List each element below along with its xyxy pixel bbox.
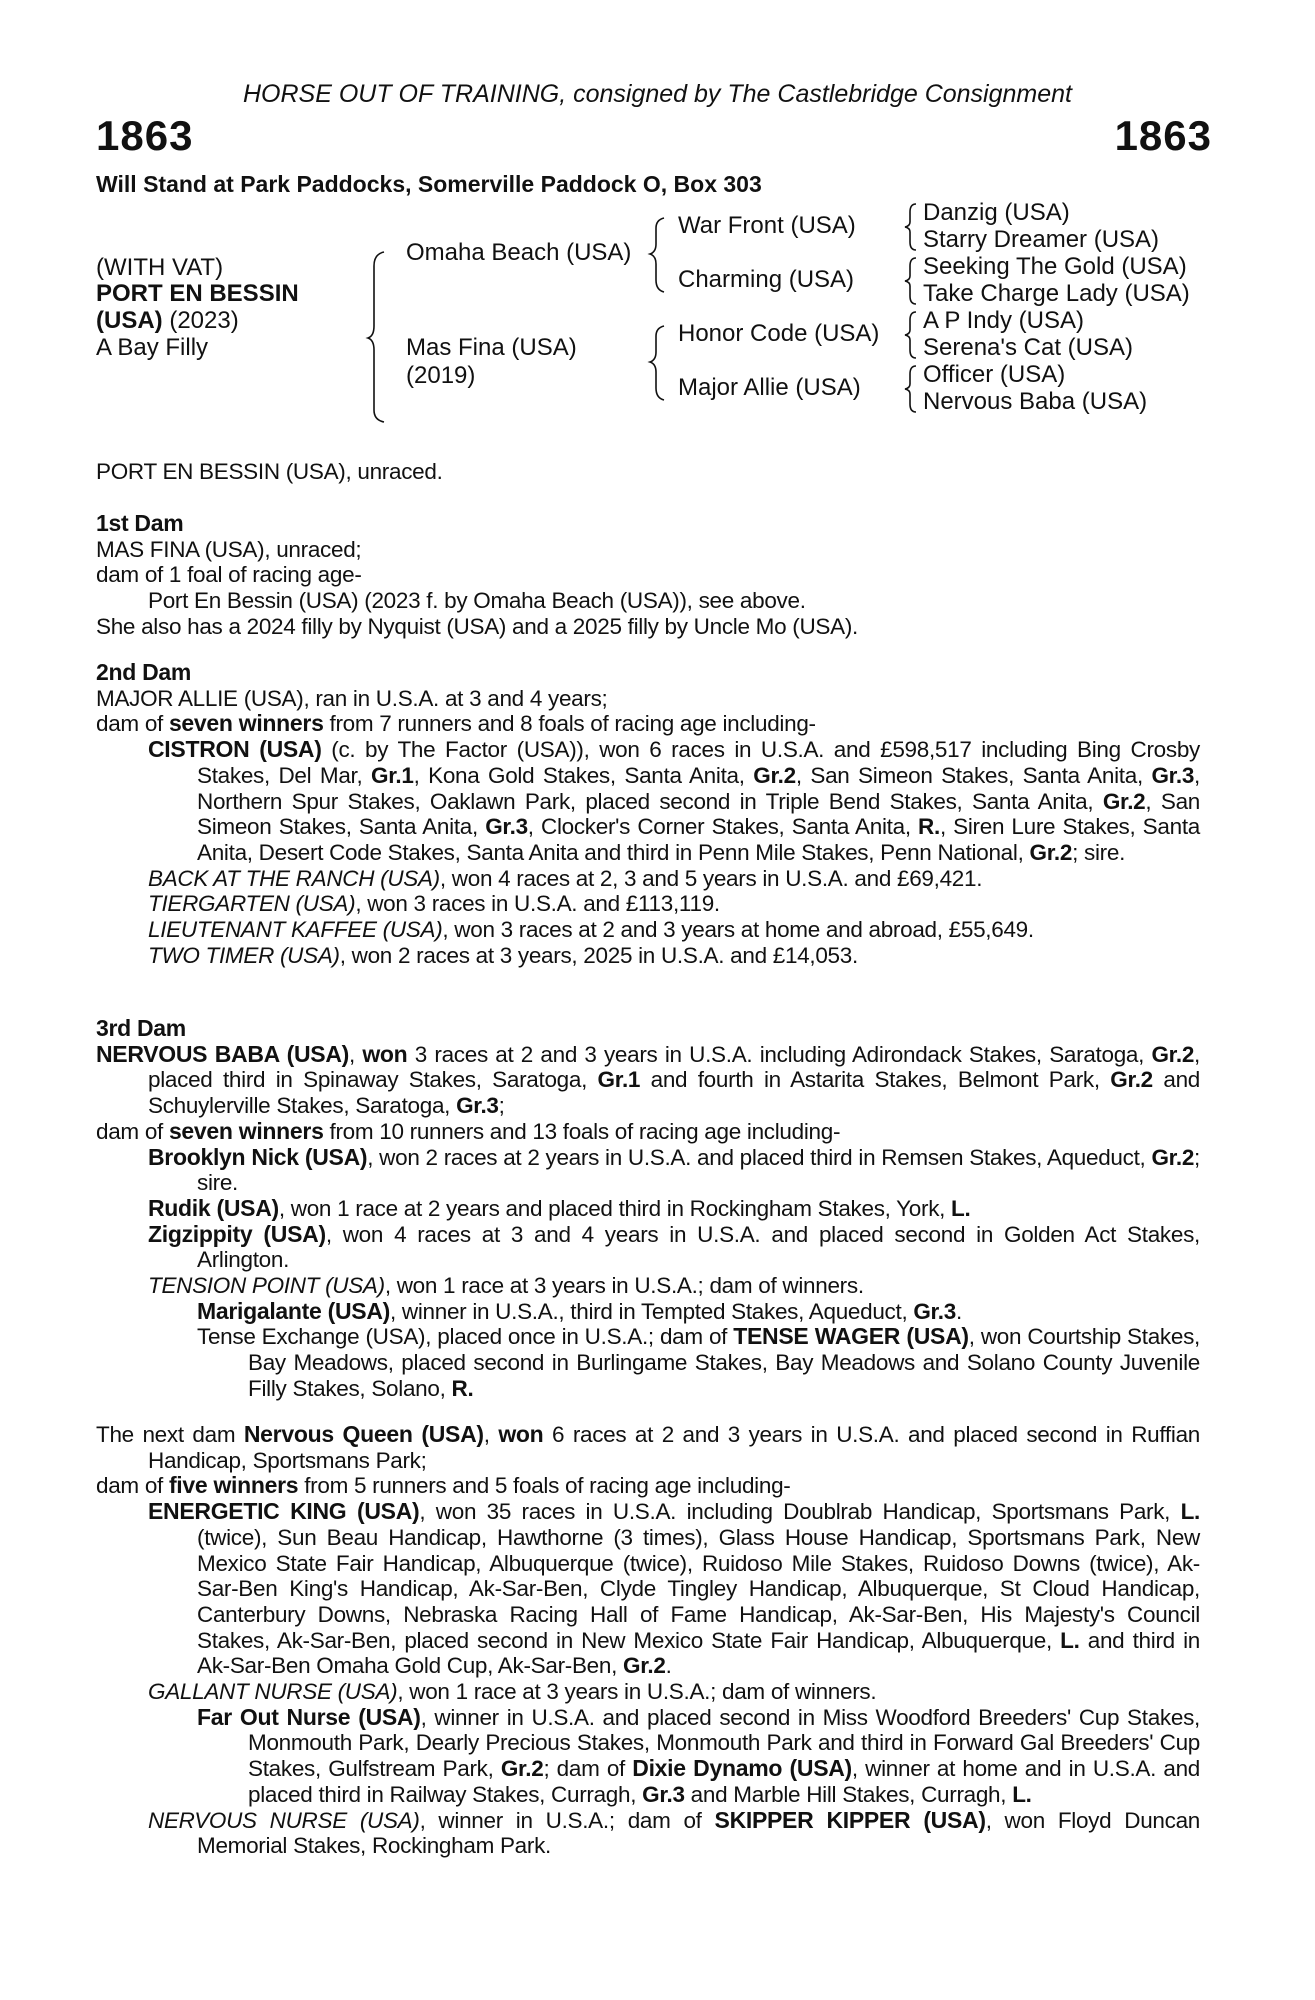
horse-name-bold: SKIPPER KIPPER (USA)	[714, 1806, 986, 1833]
race-grade: Gr.2	[1102, 788, 1146, 814]
horse-name-italic: BACK AT THE RANCH (USA)	[148, 865, 440, 891]
horse-name-bold: TENSE WAGER (USA)	[733, 1323, 969, 1350]
great-grandparent-4: Take Charge Lady (USA)	[923, 280, 1190, 307]
section-heading: 2nd Dam	[96, 659, 192, 685]
pedigree-entry	[96, 737, 1200, 866]
vat-note: (WITH VAT)	[96, 254, 224, 281]
entry-text: from 7 runners and 8 foals of racing age including-	[323, 711, 816, 737]
race-grade: Gr.1	[371, 762, 414, 788]
entry-text: (twice), Sun Beau Handicap, Hawthorne (3 times), Glass House Handicap, Sportsmans Park, New Mexico State Fair Handicap, Albuquerque (twice), Ruidoso Mile Stakes, Ruidoso Downs (twice), Ak-Sar-Ben King's Handicap, Ak-Sar-Ben, Clyde Tingley Handicap, Albuquerque, St Cloud Handicap, Canterbury Downs, Nebraska Racing Hall of Fame Handicap, Ak-Sar-Ben, His Majesty's Council Stakes, Ak-Sar-Ben, placed second in New Mexico State Fair Handicap, Albuquerque,	[197, 1524, 1200, 1653]
race-grade: R.	[918, 814, 940, 840]
horse-name-italic: NERVOUS NURSE (USA)	[148, 1807, 420, 1833]
horse-name-italic: GALLANT NURSE (USA)	[148, 1679, 398, 1705]
great-grandparent-5: A P Indy (USA)	[923, 307, 1084, 334]
entry-text: , San Simeon Stakes, Santa Anita,	[197, 788, 1200, 840]
horse-name-italic: TWO TIMER (USA)	[148, 942, 340, 968]
entry-text: and fourth in Astarita Stakes, Belmont Park,	[640, 1067, 1111, 1093]
pedigree-entry	[96, 1499, 1200, 1679]
pedigree-entry	[96, 891, 1200, 917]
horse-name-bold: Rudik (USA)	[148, 1194, 279, 1221]
race-grade: Gr.3	[642, 1781, 685, 1807]
race-grade: Gr.2	[623, 1653, 666, 1679]
entry-text: The next dam	[96, 1422, 244, 1447]
pedigree-entry	[96, 1679, 1200, 1705]
race-grade: Gr.2	[500, 1756, 544, 1782]
pedigree-entry	[96, 1324, 1200, 1401]
horse-name: PORT EN BESSIN	[96, 280, 299, 307]
entry-text: Port En Bessin (USA) (2023 f. by Omaha Beach (USA)), see above.	[148, 588, 806, 614]
entry-text: , Northern Spur Stakes, Oaklawn Park, placed second in Triple Bend Stakes, Santa Anita,	[197, 762, 1200, 814]
pedigree-entry	[96, 1422, 1200, 1473]
entry-text: , Siren Lure Stakes, Santa Anita, Desert Code Stakes, Santa Anita and third in Penn Mile Stakes, Penn National,	[197, 814, 1200, 865]
horse-name-bold: Marigalante (USA)	[197, 1297, 390, 1324]
horse-name-bold: ENERGETIC KING (USA)	[148, 1498, 420, 1525]
section-summary	[96, 459, 1200, 485]
horse-name-bold: won	[362, 1040, 408, 1067]
pedigree-entry	[96, 1119, 1200, 1145]
horse-name-bold: seven winners	[168, 710, 324, 737]
entry-text: ;	[498, 1093, 505, 1119]
grandsire-2: Honor Code (USA)	[678, 320, 880, 347]
race-grade: Gr.2	[1029, 839, 1073, 865]
horse-description: A Bay Filly	[96, 334, 209, 361]
section-third-dam	[96, 1016, 1200, 1402]
race-grade: L.	[1060, 1627, 1080, 1653]
entry-text: 6 races at 2 and 3 years in U.S.A. and placed second in Ruffian Handicap, Sportsmans Park;	[148, 1422, 1200, 1473]
race-grade: Gr.3	[485, 814, 528, 840]
section-next-dam	[96, 1422, 1200, 1859]
entry-text: MAS FINA (USA), unraced;	[96, 536, 362, 562]
entry-text: (c. by The Factor (USA)), won 6 races in U.S.A. and £598,517 including Bing Crosby Stakes, Del Mar,	[197, 737, 1200, 788]
entry-text: , won 4 races at 2, 3 and 5 years in U.S.A. and £69,421.	[439, 865, 983, 891]
entry-text: ,	[483, 1422, 499, 1447]
section-heading: 3rd Dam	[96, 1015, 186, 1041]
horse-name-bold: Brooklyn Nick (USA)	[148, 1143, 368, 1170]
entry-text: , won 2 races at 2 years in U.S.A. and placed third in Remsen Stakes, Aqueduct,	[367, 1144, 1152, 1170]
entry-text: dam of	[96, 1118, 169, 1144]
race-grade: Gr.3	[456, 1093, 499, 1119]
entry-text: , won 1 race at 3 years in U.S.A.; dam of winners.	[397, 1679, 877, 1705]
pedigree-entry	[96, 1473, 1200, 1499]
entry-text: , won 35 races in U.S.A. including Doublrab Handicap, Sportsmans Park,	[419, 1499, 1181, 1525]
entry-text: , San Simeon Stakes, Santa Anita,	[795, 762, 1152, 788]
pedigree-entry	[96, 588, 1200, 614]
section-first-dam	[96, 511, 1200, 640]
entry-text: , won Floyd Duncan Memorial Stakes, Rockingham Park.	[197, 1807, 1201, 1859]
race-grade: Gr.3	[1151, 762, 1195, 788]
horse-name-bold: won	[498, 1421, 544, 1447]
entry-text: , Kona Gold Stakes, Santa Anita,	[413, 762, 754, 788]
entry-text: , won 3 races at 2 and 3 years at home and abroad, £55,649.	[442, 917, 1034, 943]
horse-name-bold: seven winners	[168, 1117, 324, 1144]
horse-name-bold: Zigzippity (USA)	[148, 1220, 326, 1247]
bracket-sire	[650, 218, 664, 292]
race-grade: L.	[1180, 1499, 1200, 1525]
entry-text: , won 1 race at 2 years and placed third in Rockingham Stakes, York,	[278, 1195, 952, 1221]
race-grade: Gr.2	[753, 762, 796, 788]
great-grandparent-1: Danzig (USA)	[923, 199, 1070, 226]
pedigree-entry	[96, 459, 1200, 485]
horse-name-bold: five winners	[168, 1472, 299, 1499]
entry-text: MAJOR ALLIE (USA), ran in U.S.A. at 3 and 4 years;	[96, 685, 608, 711]
race-grade: Gr.2	[1151, 1144, 1195, 1170]
entry-text: dam of 1 foal of racing age-	[96, 562, 362, 588]
entry-text: from 5 runners and 5 foals of racing age including-	[298, 1473, 791, 1499]
pedigree-brackets	[0, 0, 1315, 420]
entry-text: She also has a 2024 filly by Nyquist (USA) and a 2025 filly by Uncle Mo (USA).	[96, 613, 858, 639]
race-grade: R.	[451, 1375, 474, 1401]
great-grandparent-3: Seeking The Gold (USA)	[923, 253, 1187, 280]
pedigree-entry	[96, 866, 1200, 892]
pedigree-entry	[96, 1196, 1200, 1222]
pedigree-entry	[96, 943, 1200, 969]
pedigree-entry	[96, 562, 1200, 588]
section-heading: 1st Dam	[96, 510, 184, 536]
entry-text: ; sire.	[197, 1144, 1200, 1196]
entry-text: and third in Ak-Sar-Ben Omaha Gold Cup, Ak-Sar-Ben,	[197, 1627, 1200, 1679]
horse-year: (2023)	[169, 307, 239, 334]
entry-text: , winner in U.S.A. and placed second in Miss Woodford Breeders' Cup Stakes, Monmouth Park, Dearly Precious Stakes, Monmouth Park and third in Forward Gal Breeders' Cup Stakes, Gulfstream Park,	[248, 1704, 1200, 1782]
horse-name-italic: TIERGARTEN (USA)	[148, 891, 356, 917]
horse-name-italic: TENSION POINT (USA)	[148, 1273, 385, 1299]
pedigree-entry	[96, 711, 1200, 737]
entry-text: .	[955, 1298, 962, 1324]
pedigree-entry	[96, 1273, 1200, 1299]
consignment-line: HORSE OUT OF TRAINING, consigned by The Castlebridge Consignment	[242, 80, 1073, 108]
pedigree-entry	[96, 1705, 1200, 1808]
entry-text: , won 4 races at 3 and 4 years in U.S.A. and placed second in Golden Act Stakes, Arlington.	[197, 1221, 1200, 1273]
horse-name-bold: NERVOUS BABA (USA)	[96, 1040, 350, 1067]
bracket-gg-3	[905, 312, 916, 358]
lot-number-left: 1863	[96, 112, 194, 159]
horse-name-bold: Dixie Dynamo (USA)	[632, 1755, 852, 1782]
race-grade: L.	[951, 1195, 971, 1221]
entry-text: from 10 runners and 13 foals of racing age including-	[323, 1118, 841, 1144]
granddam-2: Major Allie (USA)	[678, 374, 861, 401]
bracket-gg-4	[905, 366, 916, 412]
bracket-gg-1	[905, 204, 916, 250]
bracket-gg-2	[905, 258, 916, 304]
pedigree-entry	[96, 1299, 1200, 1325]
race-grade: L.	[1012, 1781, 1032, 1807]
pedigree-entry	[96, 1145, 1200, 1196]
entry-text: , winner in U.S.A.; dam of	[419, 1807, 715, 1833]
horse-country: (USA)	[96, 307, 163, 334]
entry-text: .	[665, 1653, 672, 1679]
entry-text: , won 2 races at 3 years, 2025 in U.S.A. and £14,053.	[339, 942, 858, 968]
bracket-dam	[650, 326, 664, 400]
section-second-dam	[96, 660, 1200, 968]
entry-text: PORT EN BESSIN (USA), unraced.	[96, 459, 443, 484]
stabling-location: Will Stand at Park Paddocks, Somerville Paddock O, Box 303	[96, 171, 762, 197]
entry-text: , Clocker's Corner Stakes, Santa Anita,	[527, 814, 919, 840]
entry-text: Tense Exchange (USA), placed once in U.S.A.; dam of	[197, 1324, 734, 1350]
entry-text: ,	[349, 1041, 363, 1067]
entry-text: , won 1 race at 3 years in U.S.A.; dam of winners.	[384, 1273, 864, 1299]
pedigree-entry	[96, 537, 1200, 563]
great-grandparent-2: Starry Dreamer (USA)	[923, 226, 1160, 253]
entry-text: and Schuylerville Stakes, Saratoga,	[148, 1067, 1200, 1119]
race-grade: Gr.1	[597, 1067, 641, 1093]
entry-text: , winner in U.S.A., third in Tempted Stakes, Aqueduct,	[389, 1298, 914, 1324]
pedigree-entry	[96, 1808, 1200, 1859]
entry-text: , placed third in Spinaway Stakes, Saratoga,	[148, 1041, 1200, 1093]
race-grade: Gr.3	[913, 1298, 956, 1324]
race-grade: Gr.2	[1110, 1067, 1153, 1093]
horse-name-italic: LIEUTENANT KAFFEE (USA)	[148, 917, 443, 943]
pedigree-entry	[96, 1222, 1200, 1273]
entry-text: ; dam of	[543, 1756, 633, 1782]
bracket-main	[368, 252, 384, 422]
horse-name-bold: Nervous Queen (USA)	[243, 1421, 484, 1447]
entry-text: , winner at home and in U.S.A. and placed third in Railway Stakes, Curragh,	[248, 1756, 1200, 1807]
great-grandparent-6: Serena's Cat (USA)	[923, 334, 1133, 361]
dam: Mas Fina (USA)	[406, 334, 577, 361]
pedigree-entry	[96, 1042, 1200, 1119]
horse-name-bold: Far Out Nurse (USA)	[197, 1703, 421, 1730]
entry-text: and Marble Hill Stakes, Curragh,	[684, 1781, 1013, 1807]
great-grandparent-7: Officer (USA)	[923, 361, 1066, 388]
entry-text: 3 races at 2 and 3 years in U.S.A. including Adirondack Stakes, Saratoga,	[407, 1041, 1152, 1067]
entry-text: dam of	[96, 711, 169, 737]
grandsire-1: War Front (USA)	[678, 212, 856, 239]
lot-number-right: 1863	[1114, 112, 1212, 159]
entry-text: ; sire.	[1072, 839, 1126, 865]
granddam-1: Charming (USA)	[678, 266, 855, 293]
race-grade: Gr.2	[1151, 1041, 1195, 1067]
pedigree-entry	[96, 686, 1200, 712]
entry-text: , won Courtship Stakes, Bay Meadows, placed second in Burlingame Stakes, Bay Meadows and Solano County Juvenile Filly Stakes, Solano,	[248, 1324, 1200, 1401]
sire: Omaha Beach (USA)	[406, 239, 632, 266]
entry-text: , won 3 races in U.S.A. and £113,119.	[355, 891, 720, 917]
pedigree-entry	[96, 917, 1200, 943]
great-grandparent-8: Nervous Baba (USA)	[923, 388, 1148, 415]
pedigree-entry	[96, 614, 1200, 640]
dam-year: (2019)	[406, 362, 476, 389]
horse-name-bold: CISTRON (USA)	[148, 736, 322, 763]
entry-text: dam of	[96, 1473, 169, 1499]
